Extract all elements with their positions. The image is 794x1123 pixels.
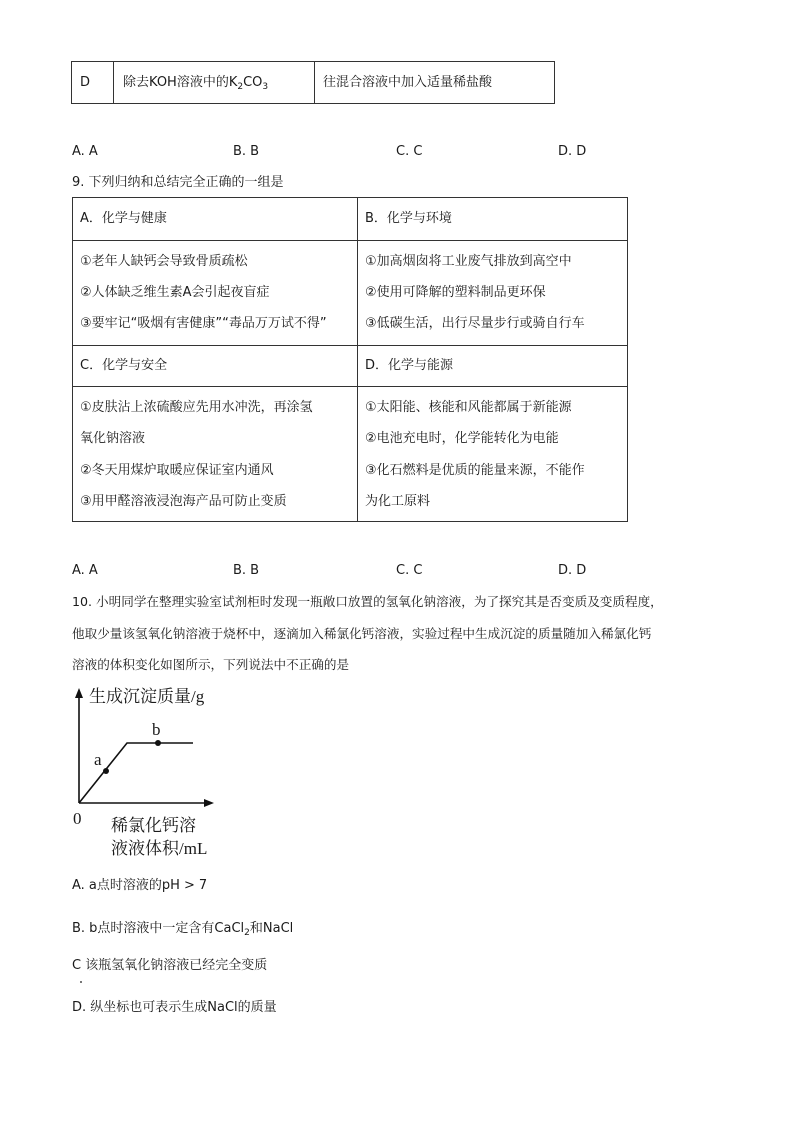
y-axis-arrow [75,688,83,698]
point-b-marker [155,740,161,746]
table-divider [314,61,315,104]
ph-value: 7 [198,878,208,893]
subscript: 2 [244,928,250,938]
q9-d-item: 为化工原料 [365,494,431,509]
q10-option-a-text: A. a点时溶液的pH [72,878,180,893]
q8-option-d[interactable]: D. D [558,144,587,159]
q9-c-item: ①皮肤沾上浓硫酸应先用水冲洗，再涂氢 [80,400,313,415]
q10-stem-line: 溶液的体积变化如图所示，下列说法中不正确的是 [72,657,350,672]
q10-option-c[interactable]: C 该瓶氢氧化钠溶液已经完全变质 [72,958,268,973]
q10-option-b[interactable] [72,921,293,937]
q9-c-item: 氧化钠溶液 [80,431,146,446]
point-a-label: a [94,750,102,769]
stray-mark [80,981,82,983]
q9-c-header: C．化学与安全 [80,358,168,373]
q9-b-header: B．化学与环境 [365,211,452,226]
q9-d-item: ②电池充电时，化学能转化为电能 [365,431,559,446]
q9-option-b[interactable]: B. B [233,563,260,578]
q9-table-divider [72,345,628,346]
q10-option-a[interactable] [72,878,207,894]
q9-c-item: ②冬天用煤炉取暖应保证室内通风 [80,463,274,478]
q8-option-a[interactable]: A. A [72,144,98,159]
subscript: 3 [262,82,269,92]
q9-a-item: ①老年人缺钙会导致骨质疏松 [80,254,248,269]
q8-option-c[interactable]: C. C [396,144,423,159]
q9-a-header: A．化学与健康 [80,211,167,226]
relation-symbol: > [183,878,195,893]
q9-b-item: ③低碳生活，出行尽量步行或骑自行车 [365,316,585,331]
point-b-label: b [152,720,161,739]
q9-a-item: ③要牢记“吸烟有害健康”“毒品万万试不得” [80,316,327,331]
point-a-marker [103,768,109,774]
q9-d-item: ③化石燃料是优质的能量来源，不能作 [365,463,585,478]
q9-b-item: ②使用可降解的塑料制品更环保 [365,285,546,300]
q10-option-d[interactable]: D. 纵坐标也可表示生成NaCl的质量 [72,1000,277,1015]
q9-table-divider [72,240,628,241]
q9-table-divider [72,386,628,387]
row-d-purpose-text: CO [243,75,263,90]
q10-option-b-text: B. b点时溶液中一定含有CaCl [72,921,245,936]
q9-option-a[interactable]: A. A [72,563,98,578]
q9-b-item: ①加高烟囱将工业废气排放到高空中 [365,254,572,269]
subscript: 2 [237,82,244,92]
row-label-d: D [80,75,91,90]
origin-label: 0 [73,809,82,828]
row-d-purpose [123,75,268,91]
q9-option-c[interactable]: C. C [396,563,423,578]
q9-a-item: ②人体缺乏维生素A会引起夜盲症 [80,285,270,300]
q9-d-item: ①太阳能、核能和风能都属于新能源 [365,400,572,415]
x-axis-label-line1: 稀氯化钙溶 [111,816,196,835]
x-axis-label-line2: 液液体积/mL [111,839,208,858]
q9-table-divider [357,197,358,522]
q10-stem-line: 他取少量该氢氧化钠溶液于烧杯中，逐滴加入稀氯化钙溶液，实验过程中生成沉淀的质量随加入稀氯化钙 [72,626,652,641]
q9-option-d[interactable]: D. D [558,563,587,578]
row-d-purpose-text: 除去KOH溶液中的K [123,75,238,90]
q9-d-header: D．化学与能源 [365,358,454,373]
q8-option-b[interactable]: B. B [233,144,260,159]
row-d-method: 往混合溶液中加入适量稀盐酸 [323,75,493,90]
q10-option-b-text: 和NaCl [249,921,294,936]
table-divider [113,61,114,104]
x-axis-arrow [204,799,214,807]
q9-stem: 9. 下列归纳和总结完全正确的一组是 [72,175,284,190]
q10-stem-line: 10. 小明同学在整理实验室试剂柜时发现一瓶敞口放置的氢氧化钠溶液，为了探究其是否变质及变质程度， [72,594,663,609]
y-axis-label: 生成沉淀质量/g [89,687,205,706]
q9-c-item: ③用甲醛溶液浸泡海产品可防止变质 [80,494,287,509]
